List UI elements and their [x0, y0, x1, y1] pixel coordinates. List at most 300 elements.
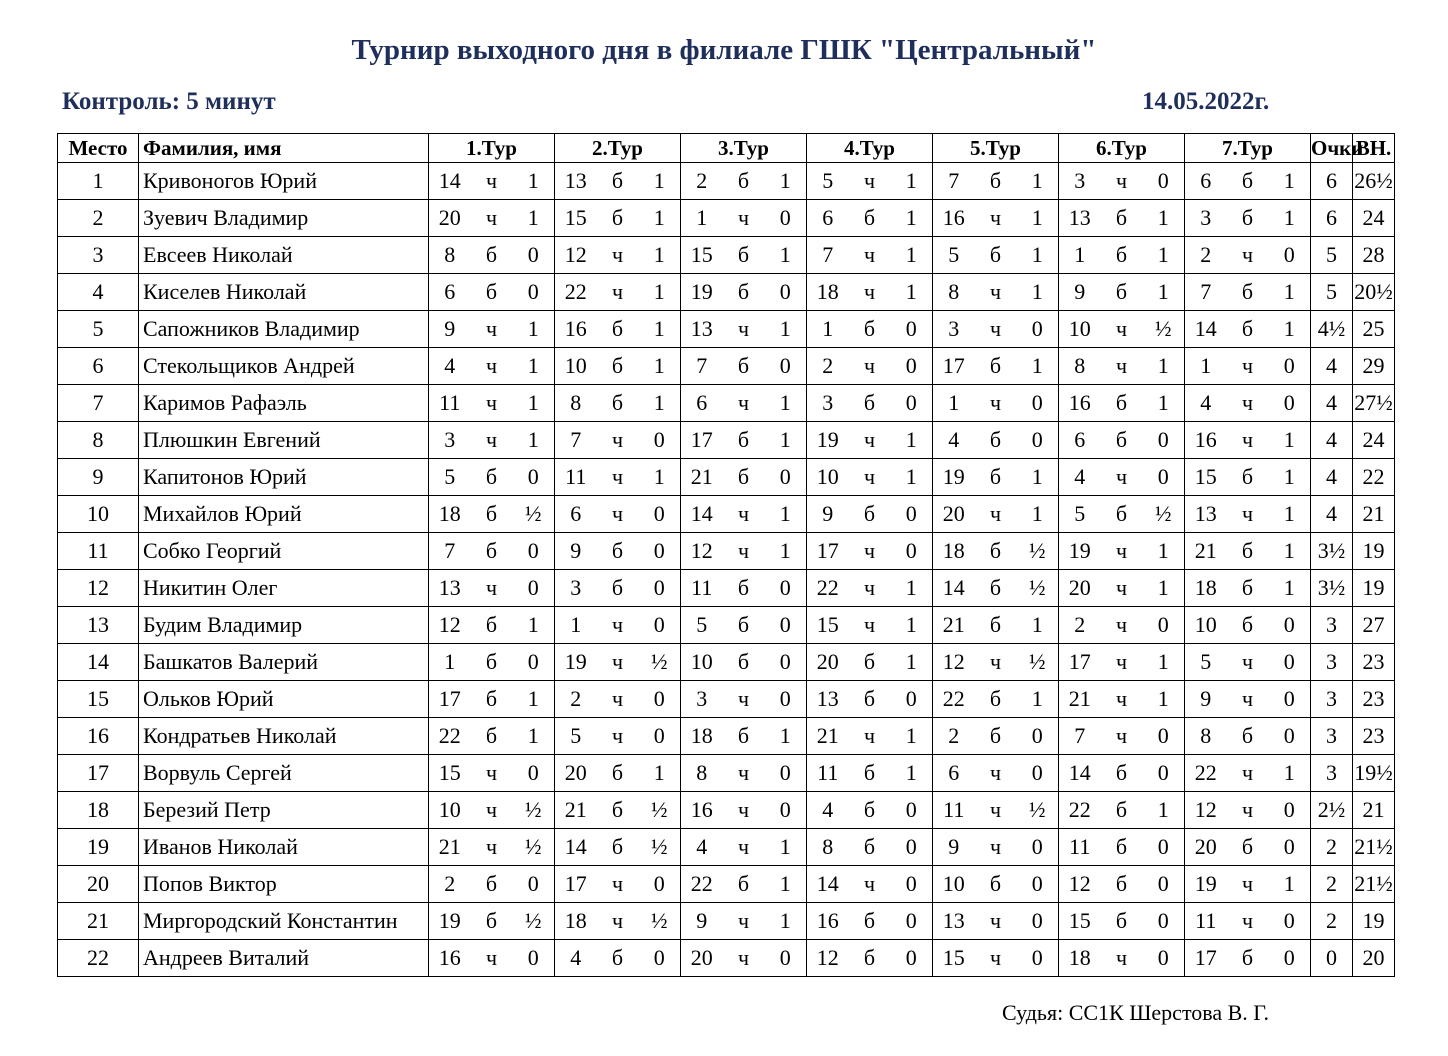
result-cell: 0 [891, 829, 933, 866]
points-cell: 2½ [1311, 792, 1353, 829]
result-cell: 1 [1269, 459, 1311, 496]
header-round-4: 4.Тур [807, 134, 933, 163]
color-cell: б [849, 940, 891, 977]
player-name-cell: Зуевич Владимир [139, 200, 429, 237]
result-cell: 1 [1269, 311, 1311, 348]
result-cell: 1 [513, 200, 555, 237]
table-row [58, 422, 1395, 459]
place-cell: 11 [58, 533, 139, 570]
result-cell: 1 [1269, 570, 1311, 607]
color-cell: б [597, 792, 639, 829]
opponent-cell: 14 [555, 829, 597, 866]
result-cell: 1 [639, 385, 681, 422]
opponent-cell: 9 [1059, 274, 1101, 311]
points-cell: 3 [1311, 718, 1353, 755]
color-cell: ч [723, 311, 765, 348]
opponent-cell: 14 [807, 866, 849, 903]
opponent-cell: 22 [807, 570, 849, 607]
opponent-cell: 22 [681, 866, 723, 903]
opponent-cell: 22 [429, 718, 471, 755]
opponent-cell: 18 [681, 718, 723, 755]
result-cell: 1 [1017, 348, 1059, 385]
color-cell: ч [975, 644, 1017, 681]
color-cell: б [597, 385, 639, 422]
result-cell: 0 [891, 533, 933, 570]
result-cell: 0 [1143, 607, 1185, 644]
color-cell: ч [723, 940, 765, 977]
table-row [58, 348, 1395, 385]
result-cell: 1 [891, 607, 933, 644]
result-cell: 1 [1143, 385, 1185, 422]
opponent-cell: 8 [807, 829, 849, 866]
opponent-cell: 8 [429, 237, 471, 274]
player-name-cell: Капитонов Юрий [139, 459, 429, 496]
color-cell: б [975, 718, 1017, 755]
color-cell: ч [1227, 792, 1269, 829]
opponent-cell: 10 [1185, 607, 1227, 644]
result-cell: 1 [639, 348, 681, 385]
color-cell: б [1101, 866, 1143, 903]
header-tiebreak: ВН. [1353, 134, 1395, 163]
color-cell: б [471, 459, 513, 496]
result-cell: 1 [1269, 422, 1311, 459]
opponent-cell: 8 [555, 385, 597, 422]
place-cell: 10 [58, 496, 139, 533]
opponent-cell: 22 [933, 681, 975, 718]
opponent-cell: 20 [429, 200, 471, 237]
result-cell: 1 [1017, 681, 1059, 718]
place-cell: 4 [58, 274, 139, 311]
opponent-cell: 4 [429, 348, 471, 385]
result-cell: 1 [1269, 533, 1311, 570]
points-cell: 3 [1311, 644, 1353, 681]
color-cell: ч [975, 200, 1017, 237]
color-cell: б [723, 866, 765, 903]
tiebreak-cell: 23 [1353, 681, 1395, 718]
color-cell: ч [849, 237, 891, 274]
result-cell: 0 [1017, 829, 1059, 866]
opponent-cell: 4 [1185, 385, 1227, 422]
color-cell: б [849, 385, 891, 422]
table-row [58, 607, 1395, 644]
color-cell: б [471, 607, 513, 644]
opponent-cell: 20 [1185, 829, 1227, 866]
points-cell: 4 [1311, 496, 1353, 533]
color-cell: ч [471, 570, 513, 607]
result-cell: 1 [765, 829, 807, 866]
player-name-cell: Будим Владимир [139, 607, 429, 644]
color-cell: б [975, 681, 1017, 718]
result-cell: 1 [513, 385, 555, 422]
result-cell: 1 [513, 348, 555, 385]
points-cell: 4 [1311, 459, 1353, 496]
color-cell: б [1101, 755, 1143, 792]
opponent-cell: 6 [933, 755, 975, 792]
color-cell: ч [1101, 459, 1143, 496]
color-cell: ч [723, 903, 765, 940]
opponent-cell: 19 [681, 274, 723, 311]
opponent-cell: 16 [1059, 385, 1101, 422]
opponent-cell: 5 [933, 237, 975, 274]
color-cell: б [849, 681, 891, 718]
tiebreak-cell: 23 [1353, 718, 1395, 755]
header-points: Очки [1311, 134, 1353, 163]
result-cell: 0 [1269, 385, 1311, 422]
color-cell: б [471, 496, 513, 533]
tiebreak-cell: 19½ [1353, 755, 1395, 792]
opponent-cell: 6 [429, 274, 471, 311]
color-cell: б [1227, 163, 1269, 200]
result-cell: 0 [891, 681, 933, 718]
opponent-cell: 14 [429, 163, 471, 200]
result-cell: 0 [1143, 718, 1185, 755]
opponent-cell: 21 [1059, 681, 1101, 718]
color-cell: ч [849, 274, 891, 311]
result-cell: 0 [513, 533, 555, 570]
table-row [58, 755, 1395, 792]
opponent-cell: 10 [555, 348, 597, 385]
opponent-cell: 5 [681, 607, 723, 644]
opponent-cell: 21 [681, 459, 723, 496]
color-cell: ч [975, 385, 1017, 422]
color-cell: б [975, 533, 1017, 570]
opponent-cell: 7 [1185, 274, 1227, 311]
opponent-cell: 5 [1185, 644, 1227, 681]
opponent-cell: 13 [1059, 200, 1101, 237]
result-cell: 1 [513, 681, 555, 718]
color-cell: б [471, 718, 513, 755]
result-cell: 1 [513, 607, 555, 644]
color-cell: б [471, 866, 513, 903]
result-cell: 0 [1017, 385, 1059, 422]
place-cell: 13 [58, 607, 139, 644]
points-cell: 3 [1311, 755, 1353, 792]
result-cell: 0 [1269, 903, 1311, 940]
opponent-cell: 11 [1185, 903, 1227, 940]
player-name-cell: Башкатов Валерий [139, 644, 429, 681]
opponent-cell: 18 [555, 903, 597, 940]
player-name-cell: Киселев Николай [139, 274, 429, 311]
result-cell: 0 [639, 681, 681, 718]
color-cell: б [1227, 940, 1269, 977]
result-cell: 0 [1143, 866, 1185, 903]
place-cell: 1 [58, 163, 139, 200]
player-name-cell: Собко Георгий [139, 533, 429, 570]
result-cell: 0 [765, 792, 807, 829]
header-place: Место [58, 134, 139, 163]
header-round-3: 3.Тур [681, 134, 807, 163]
result-cell: 1 [1269, 163, 1311, 200]
opponent-cell: 5 [429, 459, 471, 496]
player-name-cell: Кривоногов Юрий [139, 163, 429, 200]
result-cell: 0 [1269, 681, 1311, 718]
opponent-cell: 12 [681, 533, 723, 570]
opponent-cell: 13 [807, 681, 849, 718]
opponent-cell: 16 [1185, 422, 1227, 459]
color-cell: ч [723, 755, 765, 792]
result-cell: ½ [513, 829, 555, 866]
opponent-cell: 6 [681, 385, 723, 422]
color-cell: ч [1227, 385, 1269, 422]
result-cell: 0 [765, 459, 807, 496]
result-cell: 0 [1017, 755, 1059, 792]
opponent-cell: 7 [807, 237, 849, 274]
color-cell: б [597, 163, 639, 200]
result-cell: 1 [639, 755, 681, 792]
color-cell: б [723, 644, 765, 681]
opponent-cell: 21 [1185, 533, 1227, 570]
result-cell: 1 [765, 237, 807, 274]
place-cell: 6 [58, 348, 139, 385]
player-name-cell: Попов Виктор [139, 866, 429, 903]
result-cell: 0 [513, 570, 555, 607]
result-cell: 0 [1269, 718, 1311, 755]
color-cell: ч [471, 792, 513, 829]
table-row [58, 718, 1395, 755]
opponent-cell: 10 [807, 459, 849, 496]
result-cell: 1 [765, 533, 807, 570]
color-cell: б [975, 237, 1017, 274]
color-cell: ч [471, 385, 513, 422]
opponent-cell: 2 [1059, 607, 1101, 644]
color-cell: б [723, 163, 765, 200]
opponent-cell: 15 [807, 607, 849, 644]
color-cell: ч [597, 903, 639, 940]
color-cell: ч [849, 718, 891, 755]
tiebreak-cell: 29 [1353, 348, 1395, 385]
table-row [58, 459, 1395, 496]
color-cell: б [1101, 422, 1143, 459]
opponent-cell: 18 [1185, 570, 1227, 607]
tiebreak-cell: 21 [1353, 496, 1395, 533]
opponent-cell: 15 [429, 755, 471, 792]
result-cell: 1 [1269, 274, 1311, 311]
result-cell: 1 [891, 755, 933, 792]
result-cell: 1 [639, 200, 681, 237]
color-cell: ч [471, 422, 513, 459]
result-cell: ½ [1017, 792, 1059, 829]
opponent-cell: 20 [1059, 570, 1101, 607]
result-cell: 1 [891, 422, 933, 459]
player-name-cell: Березий Петр [139, 792, 429, 829]
color-cell: б [975, 163, 1017, 200]
result-cell: 1 [891, 570, 933, 607]
color-cell: ч [597, 274, 639, 311]
result-cell: 0 [1269, 607, 1311, 644]
opponent-cell: 12 [933, 644, 975, 681]
color-cell: ч [471, 311, 513, 348]
place-cell: 21 [58, 903, 139, 940]
player-name-cell: Кондратьев Николай [139, 718, 429, 755]
points-cell: 4½ [1311, 311, 1353, 348]
result-cell: 1 [1017, 163, 1059, 200]
color-cell: б [1101, 903, 1143, 940]
color-cell: б [723, 459, 765, 496]
result-cell: 1 [1143, 681, 1185, 718]
result-cell: 1 [891, 459, 933, 496]
result-cell: 0 [1143, 903, 1185, 940]
result-cell: 0 [1017, 718, 1059, 755]
result-cell: 0 [1017, 422, 1059, 459]
color-cell: ч [1101, 607, 1143, 644]
table-header-row [58, 134, 1395, 163]
result-cell: 1 [891, 237, 933, 274]
color-cell: б [1101, 792, 1143, 829]
result-cell: 0 [1017, 940, 1059, 977]
opponent-cell: 20 [555, 755, 597, 792]
color-cell: б [1101, 274, 1143, 311]
color-cell: б [1101, 829, 1143, 866]
result-cell: 1 [513, 718, 555, 755]
place-cell: 2 [58, 200, 139, 237]
header-name: Фамилия, имя [139, 134, 429, 163]
color-cell: ч [1101, 681, 1143, 718]
result-cell: 1 [765, 718, 807, 755]
player-name-cell: Каримов Рафаэль [139, 385, 429, 422]
result-cell: 0 [639, 718, 681, 755]
opponent-cell: 5 [555, 718, 597, 755]
color-cell: ч [723, 533, 765, 570]
table-row [58, 311, 1395, 348]
opponent-cell: 15 [555, 200, 597, 237]
header-round-5: 5.Тур [933, 134, 1059, 163]
opponent-cell: 16 [933, 200, 975, 237]
table-row [58, 496, 1395, 533]
opponent-cell: 19 [933, 459, 975, 496]
result-cell: 0 [639, 940, 681, 977]
place-cell: 18 [58, 792, 139, 829]
tiebreak-cell: 19 [1353, 570, 1395, 607]
result-cell: 0 [639, 570, 681, 607]
result-cell: 1 [765, 311, 807, 348]
result-cell: 1 [765, 385, 807, 422]
opponent-cell: 12 [1185, 792, 1227, 829]
opponent-cell: 14 [933, 570, 975, 607]
opponent-cell: 18 [1059, 940, 1101, 977]
player-name-cell: Сапожников Владимир [139, 311, 429, 348]
opponent-cell: 1 [807, 311, 849, 348]
color-cell: б [597, 829, 639, 866]
opponent-cell: 12 [807, 940, 849, 977]
result-cell: ½ [1017, 570, 1059, 607]
opponent-cell: 16 [681, 792, 723, 829]
opponent-cell: 1 [429, 644, 471, 681]
table-row [58, 385, 1395, 422]
result-cell: 1 [765, 903, 807, 940]
color-cell: ч [975, 792, 1017, 829]
header-round-6: 6.Тур [1059, 134, 1185, 163]
judge-signature: Судья: СС1К Шерстова В. Г. [1002, 1000, 1270, 1025]
color-cell: ч [1227, 866, 1269, 903]
result-cell: 1 [765, 866, 807, 903]
color-cell: ч [849, 570, 891, 607]
result-cell: 1 [765, 496, 807, 533]
opponent-cell: 10 [1059, 311, 1101, 348]
color-cell: б [849, 496, 891, 533]
tiebreak-cell: 26½ [1353, 163, 1395, 200]
color-cell: ч [597, 644, 639, 681]
result-cell: ½ [513, 496, 555, 533]
tiebreak-cell: 25 [1353, 311, 1395, 348]
result-cell: 1 [1017, 200, 1059, 237]
tiebreak-cell: 24 [1353, 422, 1395, 459]
table-row [58, 200, 1395, 237]
opponent-cell: 22 [1185, 755, 1227, 792]
opponent-cell: 18 [807, 274, 849, 311]
result-cell: 0 [891, 866, 933, 903]
result-cell: 1 [639, 237, 681, 274]
opponent-cell: 9 [429, 311, 471, 348]
table-row [58, 533, 1395, 570]
opponent-cell: 2 [933, 718, 975, 755]
player-name-cell: Андреев Виталий [139, 940, 429, 977]
color-cell: ч [849, 533, 891, 570]
opponent-cell: 15 [1059, 903, 1101, 940]
opponent-cell: 9 [555, 533, 597, 570]
points-cell: 6 [1311, 200, 1353, 237]
result-cell: 1 [1269, 496, 1311, 533]
color-cell: ч [1227, 755, 1269, 792]
points-cell: 3½ [1311, 570, 1353, 607]
points-cell: 6 [1311, 163, 1353, 200]
table-row [58, 866, 1395, 903]
result-cell: 1 [1143, 792, 1185, 829]
player-name-cell: Плюшкин Евгений [139, 422, 429, 459]
tiebreak-cell: 19 [1353, 533, 1395, 570]
color-cell: б [1101, 385, 1143, 422]
player-name-cell: Ворвуль Сергей [139, 755, 429, 792]
opponent-cell: 3 [429, 422, 471, 459]
color-cell: ч [723, 496, 765, 533]
points-cell: 3 [1311, 607, 1353, 644]
opponent-cell: 11 [681, 570, 723, 607]
result-cell: 1 [1143, 274, 1185, 311]
color-cell: б [849, 903, 891, 940]
table-row [58, 644, 1395, 681]
opponent-cell: 10 [429, 792, 471, 829]
table-row [58, 681, 1395, 718]
opponent-cell: 20 [933, 496, 975, 533]
color-cell: ч [975, 829, 1017, 866]
opponent-cell: 7 [429, 533, 471, 570]
result-cell: 0 [1017, 903, 1059, 940]
color-cell: б [1227, 274, 1269, 311]
opponent-cell: 9 [933, 829, 975, 866]
opponent-cell: 4 [555, 940, 597, 977]
color-cell: ч [1101, 533, 1143, 570]
color-cell: ч [1227, 644, 1269, 681]
color-cell: ч [1227, 348, 1269, 385]
opponent-cell: 19 [1059, 533, 1101, 570]
header-round-7: 7.Тур [1185, 134, 1311, 163]
result-cell: 1 [513, 163, 555, 200]
tiebreak-cell: 23 [1353, 644, 1395, 681]
opponent-cell: 21 [807, 718, 849, 755]
result-cell: 0 [513, 755, 555, 792]
opponent-cell: 17 [555, 866, 597, 903]
opponent-cell: 15 [1185, 459, 1227, 496]
opponent-cell: 14 [681, 496, 723, 533]
table-row [58, 237, 1395, 274]
color-cell: ч [471, 940, 513, 977]
tiebreak-cell: 20½ [1353, 274, 1395, 311]
result-cell: 0 [765, 570, 807, 607]
opponent-cell: 8 [1185, 718, 1227, 755]
result-cell: 0 [1143, 163, 1185, 200]
color-cell: ч [1101, 163, 1143, 200]
color-cell: б [1227, 311, 1269, 348]
result-cell: 1 [513, 311, 555, 348]
